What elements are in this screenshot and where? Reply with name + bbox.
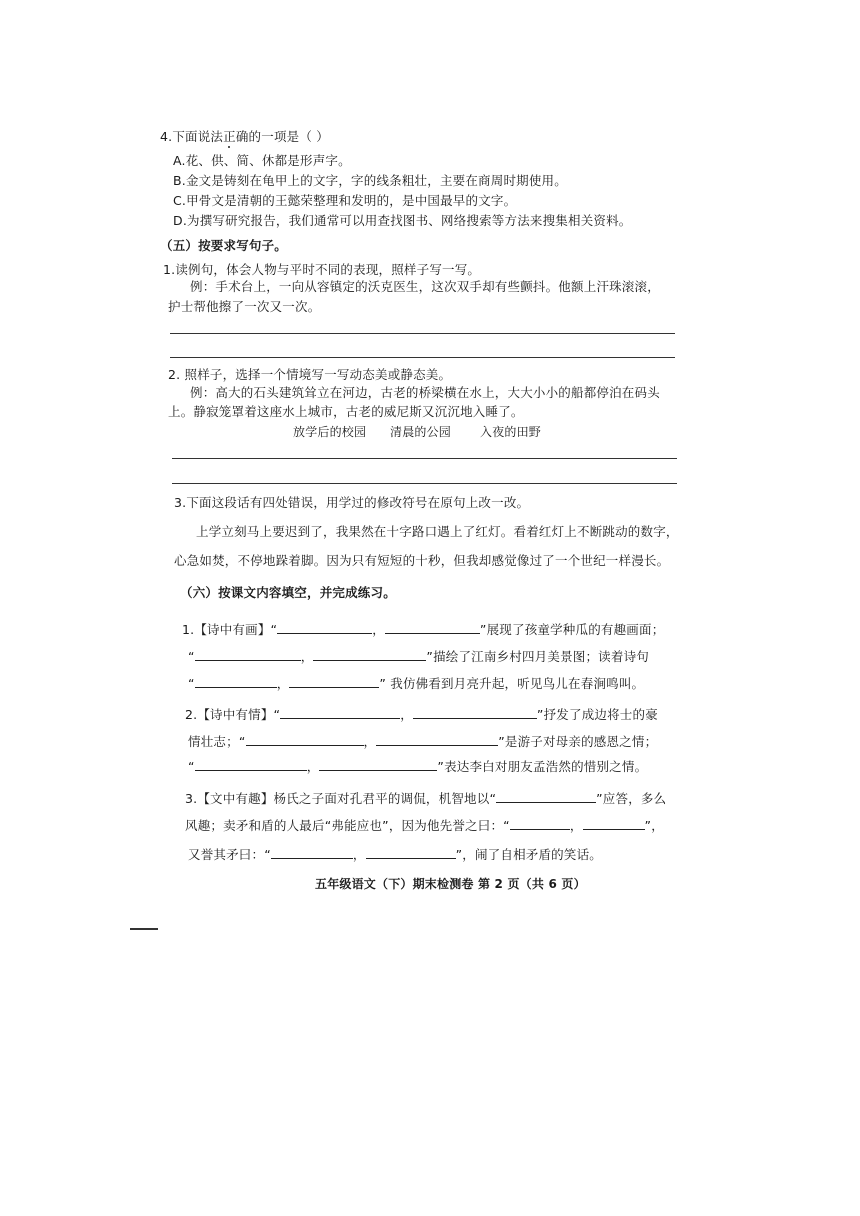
scene-option-1: 放学后的校园 — [293, 425, 367, 439]
s6-q2-line3: “ ， ”表达李白对朋友孟浩然的惜别之情。 — [188, 759, 648, 774]
q4-stem: 4.下面说法正确的一项是（ ） — [160, 129, 329, 144]
q4-option-c: C.甲骨文是清朝的王懿荣整理和发明的，是中国最早的文字。 — [173, 193, 517, 208]
s5-q1-example-line1: 例：手术台上，一向从容镇定的沃克医生，这次双手却有些颤抖。他额上汗珠滚滚， — [190, 279, 660, 294]
blank-s6-q2-4[interactable] — [376, 733, 498, 746]
blank-s6-q1-3[interactable] — [195, 648, 301, 661]
s6-q3-line2: 风趣；卖矛和盾的人最后“弗能应也”，因为他先誉之曰：“ ， ”， — [185, 818, 664, 833]
s5-q2-prompt: 2. 照样子，选择一个情境写一写动态美或静态美。 — [168, 367, 452, 382]
blank-s6-q2-1[interactable] — [280, 706, 400, 719]
s5-q3-passage-line1: 上学立刻马上要迟到了，我果然在十字路口遇上了红灯。看着红灯上不断跳动的数字， — [196, 524, 679, 539]
s5-q2-example-line1: 例：高大的石头建筑耸立在河边，古老的桥梁横在水上，大大小小的船都停泊在码头 — [190, 385, 660, 400]
s5-q1-prompt: 1.读例句，体会人物与平时不同的表现，照样子写一写。 — [163, 262, 481, 277]
q4-option-d: D.为撰写研究报告，我们通常可以用查找图书、网络搜索等方法来搜集相关资料。 — [173, 213, 632, 228]
blank-s6-q2-3[interactable] — [246, 733, 364, 746]
s6-q3-line3: 又誉其矛曰：“ ， ”，闹了自相矛盾的笑话。 — [188, 847, 602, 862]
scan-edge-mark — [130, 928, 158, 930]
s5-q1-answer-line-1[interactable] — [170, 333, 675, 334]
blank-s6-q3-4[interactable] — [271, 846, 353, 859]
s5-q2-example-line2: 上。静寂笼罩着这座水上城市，古老的威尼斯又沉沉地入睡了。 — [168, 404, 524, 419]
blank-s6-q2-6[interactable] — [319, 758, 437, 771]
q4-option-a: A.花、供、简、休都是形声字。 — [173, 153, 351, 168]
s6-q1-line3: “ ， ” 我仿佛看到月亮升起，听见鸟儿在春涧鸣叫。 — [188, 676, 645, 691]
q4-option-b: B.金文是铸刻在龟甲上的文字，字的线条粗壮，主要在商周时期使用。 — [173, 173, 567, 188]
s5-q2-answer-line-1[interactable] — [172, 458, 677, 459]
blank-s6-q1-1[interactable] — [277, 621, 372, 634]
page-footer: 五年级语文（下）期末检测卷 第 2 页（共 6 页） — [315, 877, 586, 891]
blank-s6-q3-3[interactable] — [583, 817, 645, 830]
s6-q1-line2: “ ， ”描绘了江南乡村四月美景图；读着诗句 — [188, 649, 649, 664]
section6-title: （六）按课文内容填空，并完成练习。 — [180, 585, 396, 600]
s6-q1-label: 1.【诗中有画】 — [182, 622, 271, 637]
s6-q2-line1: 2.【诗中有情】“ ， ”抒发了成边将士的豪 — [185, 707, 658, 722]
blank-s6-q2-5[interactable] — [195, 758, 307, 771]
s6-q1-line1: 1.【诗中有画】“ ， ”展现了孩童学种瓜的有趣画面； — [182, 622, 665, 637]
s6-q3-line1: 3.【文中有趣】杨氏之子面对孔君平的调侃，机智地以“ ”应答，多么 — [185, 791, 667, 806]
s5-q3-prompt: 3.下面这段话有四处错误，用学过的修改符号在原句上改一改。 — [174, 495, 530, 510]
blank-s6-q1-6[interactable] — [289, 675, 379, 688]
blank-s6-q3-5[interactable] — [366, 846, 456, 859]
blank-s6-q1-4[interactable] — [313, 648, 426, 661]
s5-q3-passage-line2: 心急如焚，不停地跺着脚。因为只有短短的十秒，但我却感觉像过了一个世纪一样漫长。 — [174, 553, 670, 568]
blank-s6-q1-2[interactable] — [385, 621, 480, 634]
s6-q2-line2: 情壮志；“ ， ”是游子对母亲的感恩之情； — [188, 734, 658, 749]
s5-q1-answer-line-2[interactable] — [170, 357, 675, 358]
scene-option-2: 清晨的公园 — [390, 425, 452, 439]
blank-s6-q3-1[interactable] — [496, 790, 596, 803]
blank-s6-q3-2[interactable] — [510, 817, 570, 830]
s6-q2-label: 2.【诗中有情】 — [185, 707, 274, 722]
section5-title: （五）按要求写句子。 — [160, 238, 288, 253]
s5-q2-answer-line-2[interactable] — [172, 483, 677, 484]
scene-option-3: 入夜的田野 — [480, 425, 542, 439]
blank-s6-q1-5[interactable] — [195, 675, 277, 688]
s5-q1-example-line2: 护士帮他擦了一次又一次。 — [168, 299, 321, 314]
blank-s6-q2-2[interactable] — [413, 706, 537, 719]
